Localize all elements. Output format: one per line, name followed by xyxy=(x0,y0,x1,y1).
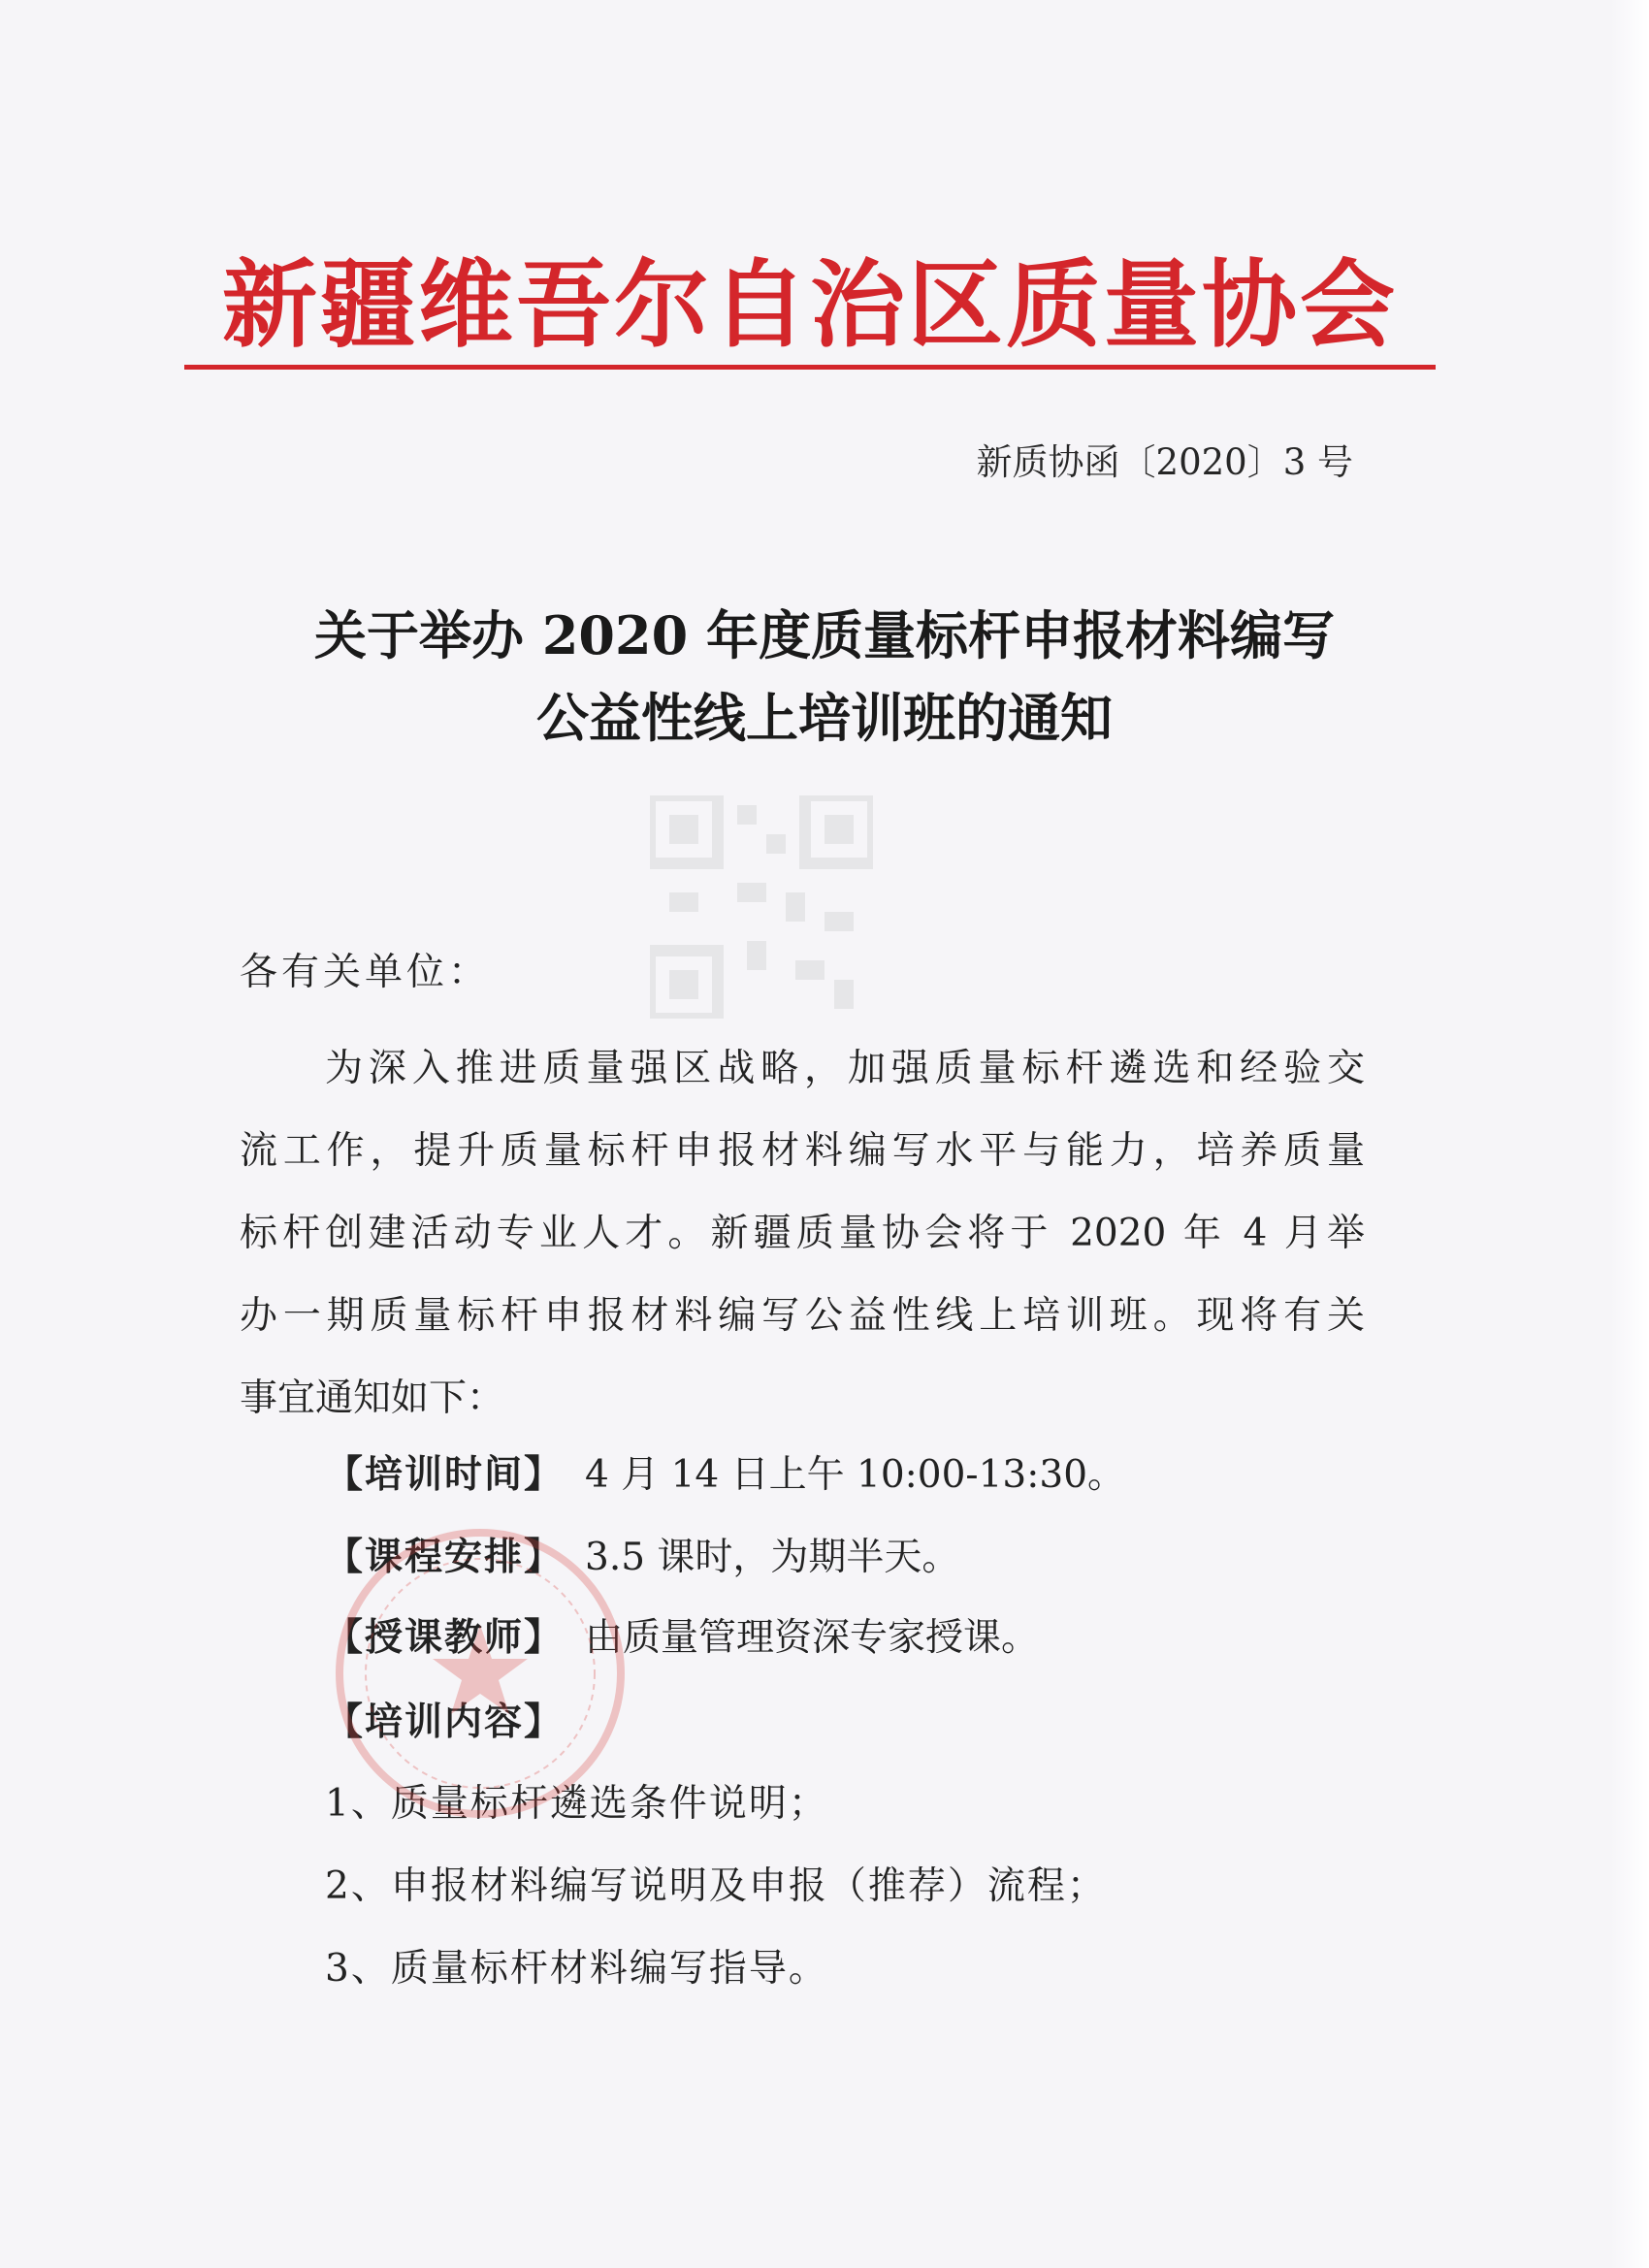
qr-code-icon xyxy=(650,795,873,1019)
content-list-item: 2、申报材料编写说明及申报（推荐）流程； xyxy=(325,1864,1107,1908)
official-seal-icon xyxy=(330,1523,630,1824)
item-label: 【培训内容】 xyxy=(325,1700,565,1744)
item-label: 【授课教师】 xyxy=(325,1615,565,1660)
page-edge xyxy=(1610,0,1649,2268)
item-label: 【课程安排】 xyxy=(325,1535,565,1579)
item-value: 4 月 14 日上午 10:00-13:30。 xyxy=(585,1453,1126,1497)
organization-header: 新疆维吾尔自治区质量协会 xyxy=(221,249,1398,361)
document-number: 新质协函〔2020〕3 号 xyxy=(976,441,1353,483)
content-list-item: 1、质量标杆遴选条件说明； xyxy=(325,1782,828,1826)
paragraph-line: 标杆创建活动专业人才。新疆质量协会将于 2020 年 4 月举 xyxy=(240,1212,1365,1255)
header-rule xyxy=(184,365,1436,370)
paragraph-line: 办一期质量标杆申报材料编写公益性线上培训班。现将有关 xyxy=(240,1294,1365,1338)
title-line-2: 公益性线上培训班的通知 xyxy=(536,687,1113,749)
item-training-time xyxy=(325,1450,1125,1500)
item-label: 【培训时间】 xyxy=(325,1452,565,1497)
content-list-item: 3、质量标杆材料编写指导。 xyxy=(325,1947,828,1991)
salutation: 各有关单位： xyxy=(240,951,491,994)
item-value: 3.5 课时，为期半天。 xyxy=(585,1536,960,1579)
paragraph-line: 为深入推进质量强区战略，加强质量标杆遴选和经验交 xyxy=(325,1047,1365,1090)
title-line-1: 关于举办 2020 年度质量标杆申报材料编写 xyxy=(314,604,1335,666)
paragraph-line: 事宜通知如下： xyxy=(240,1377,505,1420)
item-value: 由质量管理资深专家授课。 xyxy=(585,1616,1040,1660)
paragraph-line: 流工作，提升质量标杆申报材料编写水平与能力，培养质量 xyxy=(240,1129,1365,1173)
